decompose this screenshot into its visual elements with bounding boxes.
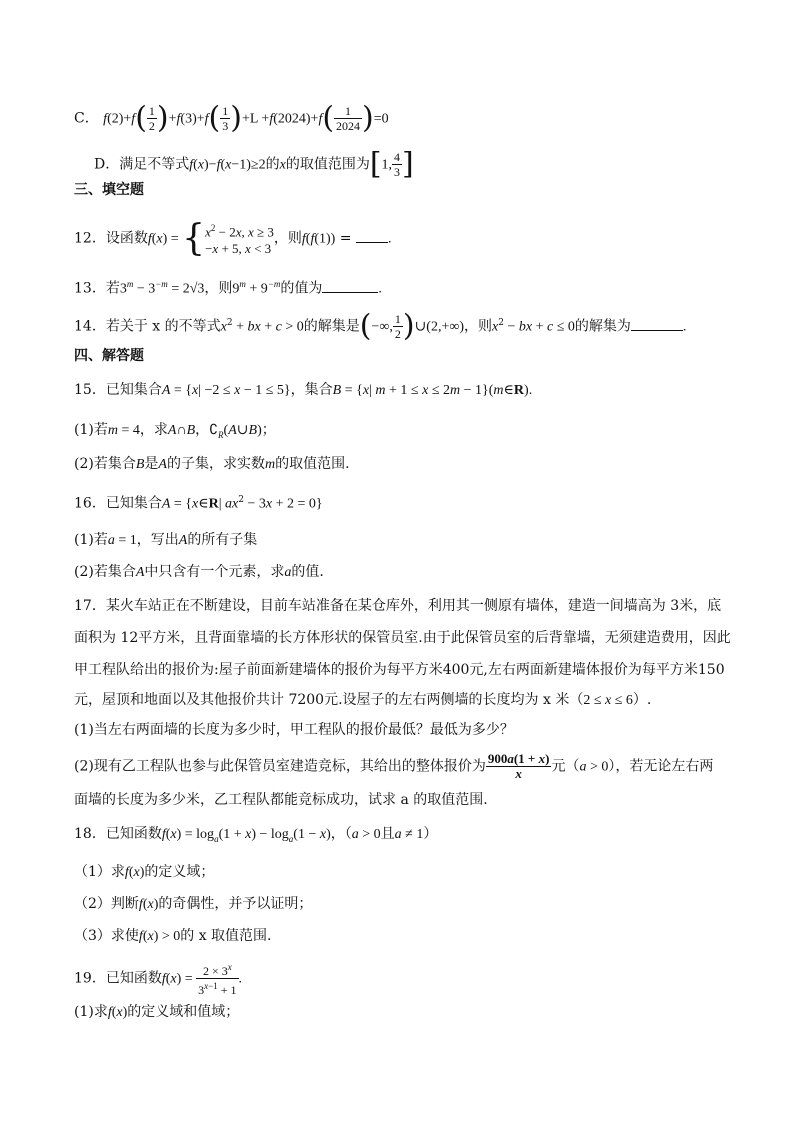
question-text: (2)现有乙工程队也参与此保管员室建造竞标，其给出的整体报价为 bbox=[74, 758, 486, 775]
question-16-part-2: (2)若集合A中只含有一个元素，求a的值. bbox=[74, 564, 324, 580]
question-19: 19．已知函数f(x) = $\frac{2 \times 3^x}{3^{x-1} + 1}$ . bbox=[74, 962, 243, 997]
question-text: 的定义域； bbox=[144, 864, 215, 880]
question-text: (2)若集合 bbox=[74, 564, 136, 580]
question-text: ，则 bbox=[204, 280, 233, 297]
question-17-part-1: (1)当左右两面墙的长度为多少时，甲工程队的报价最低？最低为多少？ bbox=[74, 722, 514, 738]
question-text: （3）求使 bbox=[74, 928, 139, 944]
question-text: 15．已知集合 bbox=[74, 382, 162, 398]
question-text: 的 x 取值范围. bbox=[180, 928, 272, 944]
question-17-line: 面墙的长度为多少米，乙工程队都能竞标成功，试求 a 的取值范围. bbox=[74, 792, 488, 808]
option-text: 的 bbox=[265, 156, 280, 173]
option-text: D．满足不等式 bbox=[94, 156, 190, 173]
question-19-part-1: (1)求f(x)的定义域和值域； bbox=[74, 1004, 240, 1020]
question-16: 16．已知集合A = {x∈R| $ax^2 - 3x + 2 = 0$} bbox=[74, 495, 323, 512]
question-text: ，写出 bbox=[136, 532, 179, 548]
question-18: 18．已知函数$f(x) = \log_a(1 + x) - \log_a(1 - x)$，（a > 0且a ≠ 1） bbox=[74, 826, 438, 844]
question-text: （2）判断 bbox=[74, 896, 139, 912]
question-17-line: 17．某火车站正在不断建设，目前车站准备在某仓库外，利用其一侧原有墙体，建造一间墙高为 3米，底 bbox=[74, 598, 722, 614]
question-text: 的奇偶性，并予以证明； bbox=[158, 896, 313, 912]
question-15-part-1: (1)若m = 4，求A∩B，$∁_R(A\cup B)$； bbox=[74, 422, 276, 440]
question-text: 14．若关于 x 的不等式 bbox=[74, 318, 221, 335]
q11-option-d: D．满足不等式f(x)−f(x−1)≥2的x的取值范围为[1, $\frac{4}{3}$ ] bbox=[94, 146, 414, 182]
question-text: （1）求 bbox=[74, 864, 125, 880]
question-text: ，则 bbox=[464, 318, 492, 335]
question-text: 的子集，求实数 bbox=[166, 456, 265, 472]
question-text: ） bbox=[423, 826, 438, 842]
question-text: ，（ bbox=[330, 826, 352, 842]
question-15: 15．已知集合A = {x| −2 ≤ x − 1 ≤ 5}，集合B = {x| m + 1 ≤ x ≤ 2m − 1}(m∈R). bbox=[74, 382, 533, 398]
question-16-part-1: (1)若a = 1，写出A的所有子集 bbox=[74, 532, 258, 548]
question-text: 的值为 bbox=[280, 280, 323, 297]
question-text: 的解集是 bbox=[303, 318, 360, 335]
question-text: ）. bbox=[632, 692, 652, 708]
question-17-line: 元，屋顶和地面以及其他报价共计 7200元.设屋子的左右两侧墙的长度均为 x 米（2 ≤ x ≤ 6）. bbox=[74, 692, 652, 708]
question-text: 元，屋顶和地面以及其他报价共计 7200元.设屋子的左右两侧墙的长度均为 x 米（ bbox=[74, 692, 584, 708]
section-heading: 三、填空题 bbox=[74, 182, 144, 198]
question-text: 的定义域和值域； bbox=[127, 1004, 240, 1020]
question-text: 13．若 bbox=[74, 280, 120, 297]
question-text: 的解集为 bbox=[574, 318, 631, 335]
question-14: 14．若关于 x 的不等式$x^2$ + bx + c > 0的解集是(−∞, $\frac{1}{2}$ )∪(2,+∞)，则$x^2$ − bx + c ≤ 0的解集为 . bbox=[74, 308, 687, 344]
answer-blank[interactable] bbox=[631, 330, 683, 331]
question-text: (2)若集合 bbox=[74, 456, 136, 472]
question-text: ，则 bbox=[273, 230, 302, 247]
question-15-part-2: (2)若集合B是A的子集，求实数m的取值范围. bbox=[74, 456, 350, 472]
question-text: 元（ bbox=[551, 758, 580, 775]
question-text: 中只含有一个元素，求 bbox=[144, 564, 285, 580]
question-text: 18．已知函数 bbox=[74, 826, 162, 842]
q11-option-c: C． f(2)+f( $\frac{1}{2}$ )+f(3)+f( $\frac{1}{3}$ )+L +f(2024)+f( $\frac{1}{2024}$ )=0 bbox=[74, 100, 389, 136]
question-text: 16．已知集合 bbox=[74, 495, 162, 512]
question-text: = bbox=[335, 230, 356, 247]
question-17-line: 面积为 12平方米，且背面靠墙的长方体形状的保管员室.由于此保管员室的后背靠墙，无须建造费用，因此 bbox=[74, 630, 731, 646]
option-text: 的取值范围为 bbox=[285, 156, 370, 173]
question-text: 的取值范围. bbox=[275, 456, 350, 472]
question-text: 是 bbox=[144, 456, 159, 472]
question-text: 12．设函数 bbox=[74, 230, 148, 247]
question-text: ，求 bbox=[139, 422, 168, 438]
question-text: ，集合 bbox=[290, 382, 333, 398]
question-text: ），若无论左右两 bbox=[608, 758, 714, 775]
question-text: 的值. bbox=[291, 564, 324, 580]
question-text: (1)求 bbox=[74, 1004, 108, 1020]
question-text: (1)若 bbox=[74, 422, 108, 438]
question-text: (1)若 bbox=[74, 532, 108, 548]
answer-blank[interactable] bbox=[356, 242, 388, 243]
question-17-part-2: (2)现有乙工程队也参与此保管员室建造竞标，其给出的整体报价为 $\frac{900a(1 + x)}{x}$ 元（a > 0），若无论左右两 bbox=[74, 751, 714, 781]
question-12: 12．设函数$f(x) = \{x^2 - 2x$, x ≥ 3 −x + 5, x < 3，则f(f(1)) = . bbox=[74, 217, 392, 259]
question-13: 13．若$3^m - 3^{-m} = 2√3$，则$9^m + 9^{-m}$的值为 . bbox=[74, 279, 382, 297]
question-17-line: 甲工程队给出的报价为:屋子前面新建墙体的报价为每平方米400元,左右两面新建墙体报价为每平方米150 bbox=[74, 662, 725, 678]
option-label: C． bbox=[74, 110, 99, 127]
question-18-part-2: （2）判断f(x)的奇偶性，并予以证明； bbox=[74, 896, 313, 912]
question-18-part-1: （1）求f(x)的定义域； bbox=[74, 864, 215, 880]
answer-blank[interactable] bbox=[322, 292, 378, 293]
question-text: 19．已知函数 bbox=[74, 970, 162, 987]
question-text: 的所有子集 bbox=[187, 532, 258, 548]
question-18-part-3: （3）求使f(x) > 0的 x 取值范围. bbox=[74, 928, 272, 944]
section-heading: 四、解答题 bbox=[74, 348, 144, 364]
